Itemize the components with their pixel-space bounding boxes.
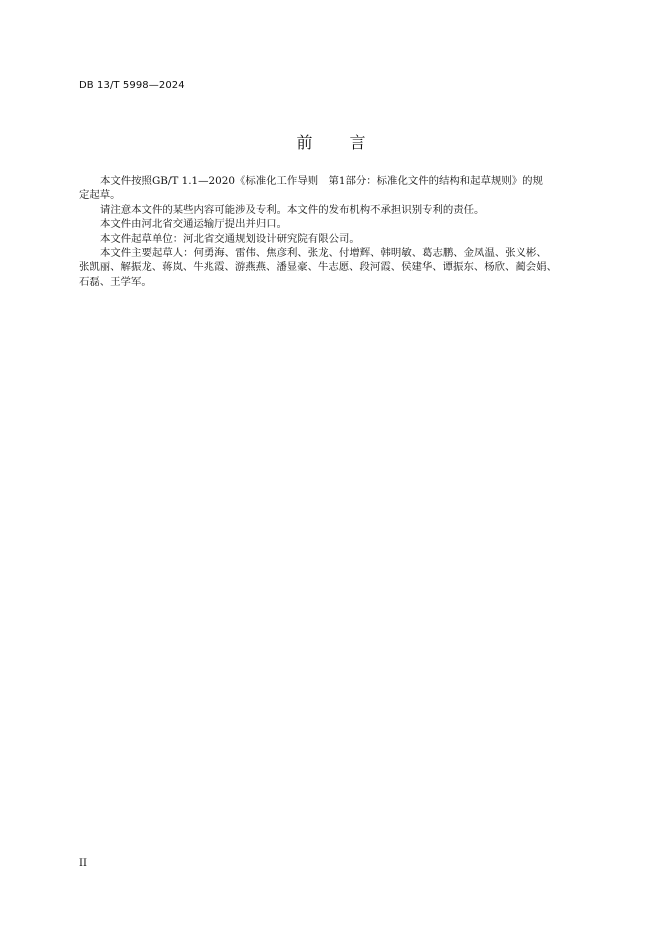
paragraph-line: 张凯丽、解振龙、蒋岚、牛兆霞、游燕燕、潘显豪、牛志愿、段河霞、侯建华、谭振东、杨欣、蔺会娟、 [79, 261, 557, 274]
paragraph-line: 本文件主要起草人：何勇海、雷伟、焦彦利、张龙、付增辉、韩明敏、葛志鹏、金凤温、张义彬、 [100, 247, 547, 260]
standard-code: DB 13/T 5998—2024 [79, 80, 185, 91]
paragraph-line: 石磊、王学军。 [79, 275, 152, 288]
paragraph-patent-notice [79, 203, 601, 217]
paragraph-line: 请注意本文件的某些内容可能涉及专利。本文件的发布机构不承担识别专利的责任。 [100, 203, 485, 216]
paragraph-line: 本文件起草单位：河北省交通规划设计研究院有限公司。 [100, 232, 360, 245]
paragraph-line: 本文件由河北省交通运输厅提出并归口。 [100, 218, 288, 231]
paragraph-drafting-unit [79, 232, 601, 246]
section-title [0, 133, 662, 153]
paragraph-drafters [79, 246, 601, 289]
page-number: II [79, 858, 87, 869]
section-title-part1: 前 [296, 133, 313, 152]
section-title-part2: 言 [349, 133, 366, 152]
document-body [79, 174, 601, 289]
paragraph-standard-basis [79, 174, 601, 203]
paragraph-line: 本文件按照GB/T 1.1—2020《标准化工作导则 第1部分：标准化文件的结构和起草规则》的规 [100, 175, 543, 187]
paragraph-line: 定起草。 [79, 189, 121, 202]
paragraph-proposer [79, 217, 601, 231]
